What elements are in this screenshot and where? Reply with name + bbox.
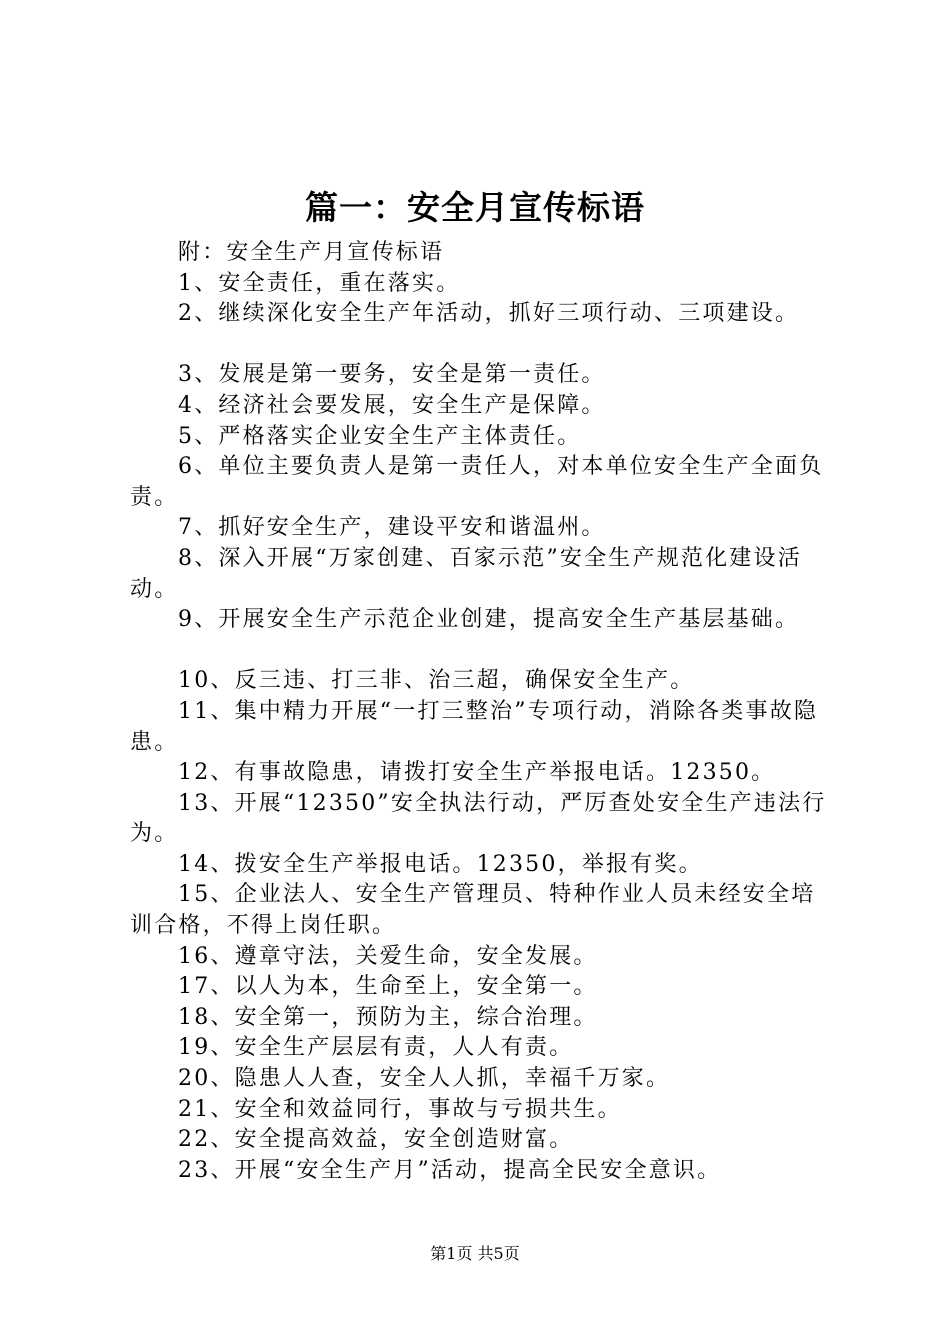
slogan-item: 3、发展是第一要务，安全是第一责任。 (178, 362, 606, 388)
slogan-item: 22、安全提高效益，安全创造财富。 (178, 1127, 574, 1153)
slogan-item: 4、经济社会要发展，安全生产是保障。 (178, 392, 606, 418)
slogan-item: 10、反三违、打三非、治三超，确保安全生产。 (178, 668, 695, 694)
slogan-item: 13、开展“12350”安全执法行动，严厉查处安全生产违法行为。 (130, 790, 827, 847)
slogan-item: 20、隐患人人查，安全人人抓，幸福千万家。 (178, 1066, 671, 1092)
slogan-item: 9、开展安全生产示范企业创建，提高安全生产基层基础。 (178, 607, 800, 633)
paragraph-intro: 附：安全生产月宣传标语 (178, 240, 445, 265)
slogan-item: 6、单位主要负责人是第一责任人，对本单位安全生产全面负责。 (130, 454, 824, 510)
slogan-item: 19、安全生产层层有责，人人有责。 (178, 1035, 574, 1061)
slogan-item: 11、集中精力开展“一打三整治”专项行动，消除各类事故隐患。 (130, 698, 819, 755)
slogan-item: 14、拨安全生产举报电话。12350，举报有奖。 (178, 851, 703, 877)
slogan-item: 12、有事故隐患，请拨打安全生产举报电话。12350。 (178, 760, 776, 786)
slogan-item: 7、抓好安全生产，建设平安和谐温州。 (178, 515, 606, 541)
slogan-item: 21、安全和效益同行，事故与亏损共生。 (178, 1096, 622, 1122)
page-title: 篇一：安全月宣传标语 (305, 188, 645, 227)
slogan-item: 18、安全第一，预防为主，综合治理。 (178, 1004, 598, 1030)
blank-line (130, 636, 835, 667)
slogan-item: 17、以人为本，生命至上，安全第一。 (178, 974, 598, 1000)
slogan-item: 2、继续深化安全生产年活动，抓好三项行动、三项建设。 (178, 301, 800, 327)
document-body (130, 238, 835, 1186)
page-footer: 第1页 共5页 (430, 1244, 520, 1263)
slogan-item: 23、开展“安全生产月”活动，提高全民安全意识。 (178, 1157, 722, 1183)
blank-line (130, 330, 835, 361)
slogan-item: 15、企业法人、安全生产管理员、特种作业人员未经安全培训合格，不得上岗任职。 (130, 882, 816, 939)
slogan-item: 16、遵章守法，关爱生命，安全发展。 (178, 943, 598, 969)
slogan-item: 1、安全责任，重在落实。 (178, 270, 461, 296)
slogan-item: 8、深入开展“万家创建、百家示范”安全生产规范化建设活动。 (130, 545, 802, 602)
slogan-item: 5、严格落实企业安全生产主体责任。 (178, 423, 582, 449)
